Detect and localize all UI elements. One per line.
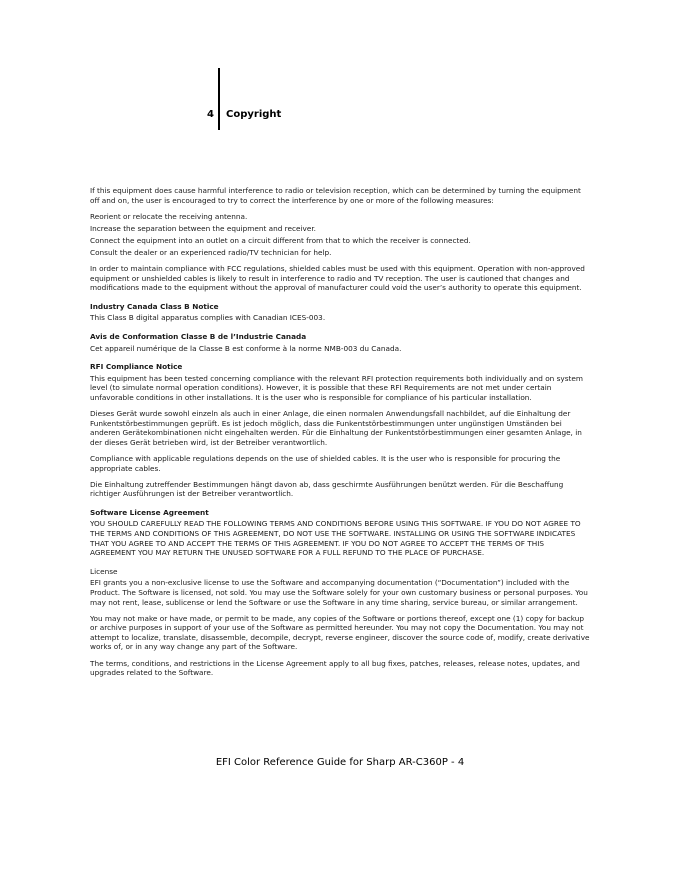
measure-item: Consult the dealer or an experienced radio/TV technician for help. bbox=[90, 247, 332, 257]
heading-industry-canada: Industry Canada Class B Notice bbox=[90, 301, 219, 311]
paragraph-software-warning: YOU SHOULD CAREFULLY READ THE FOLLOWING TERMS AND CONDITIONS BEFORE USING THIS SOFTWARE. IF YOU DO NOT AGREE TO THE TERMS AND CONDITIONS OF THIS AGREEMENT, DO NOT USE THE SOFTWARE. INSTALLING OR USING THE SOFTWARE INDICATES THAT YOU AGREE TO AND ACCEPT THE TERMS OF THIS AGREEMENT. IF YOU DO NOT AGREE TO ACCEPT THE TERMS OF THIS AGREEMENT YOU MAY RETURN THE UNUSED SOFTWARE FOR A FULL REFUND TO THE PLACE OF PURCHASE. bbox=[90, 519, 581, 558]
measure-item: Connect the equipment into an outlet on a circuit different from that to which the receiver is connected. bbox=[90, 235, 471, 245]
paragraph-rfi: This equipment has been tested concerning compliance with the relevant RFI protection requirements both individually and on system level (to simulate normal operation conditions). However, it is possible that these RFI Requirements are not met under certain unfavorable conditions in other installations. It is the user who is responsible for compliance of his particular installation. bbox=[90, 373, 583, 402]
chapter-title: Copyright bbox=[226, 109, 282, 120]
measure-item: Increase the separation between the equipment and receiver. bbox=[90, 223, 316, 233]
paragraph-fcc: In order to maintain compliance with FCC regulations, shielded cables must be used with this equipment. Operation with non-approved equipment or unshielded cables is likely to result in interference to radio and TV reception. The user is cautioned that changes and modifications made to the equipment without the approval of manufacturer could void the user’s authority to operate this equipment. bbox=[90, 264, 585, 293]
paragraph-terms-scope: The terms, conditions, and restrictions in the License Agreement apply to all bug fixes, patches, releases, release notes, updates, and upgrades related to the Software. bbox=[90, 658, 580, 678]
header-divider bbox=[218, 68, 220, 130]
paragraph-copy-restrictions: You may not make or have made, or permit to be made, any copies of the Software or portions thereof, except one (1) copy for backup or archive purposes in support of your use of the Software as permitted hereunder. You may not copy the Documentation. You may not attempt to localize, translate, disassemble, decompile, decrypt, reverse engineer, discover the source code of, modify, create derivative works of, or in any way change any part of the Software. bbox=[90, 613, 590, 652]
paragraph-rfi-german: Dieses Gerät wurde sowohl einzeln als auch in einer Anlage, die einen normalen Anwendungsfall nachbildet, auf die Einhaltung der Funkentstörbestimmungen geprüft. Es ist jedoch möglich, dass die Funkentstörbestimmungen unter ungünstigen Umständen bei anderen Gerätekombinationen nicht eingehalten werden. Für die Einhaltung der Funkentstörbestimmungen einer gesamten Anlage, in der dieses Gerät betrieben wird, ist der Betreiber verantwortlich. bbox=[90, 409, 582, 447]
heading-software-license: Software License Agreement bbox=[90, 507, 209, 517]
measure-item: Reorient or relocate the receiving antenna. bbox=[90, 211, 248, 221]
heading-rfi-compliance: RFI Compliance Notice bbox=[90, 362, 183, 372]
paragraph-shielded-cables: Compliance with applicable regulations depends on the use of shielded cables. It is the user who is responsible for procuring the appropriate cables. bbox=[90, 453, 561, 473]
heading-avis-conformation: Avis de Conformation Classe B de l’Industrie Canada bbox=[90, 332, 307, 342]
paragraph-license-grant: EFI grants you a non-exclusive license to use the Software and accompanying documentation (“Documentation”) included with the Product. The Software is licensed, not sold. You may use the Software solely for your own customary business or personal purposes. You may not rent, lease, sublicense or lend the Software or use the Software in any time sharing, service bureau, or similar arrangement. bbox=[90, 578, 588, 607]
paragraph-avis-conformation: Cet appareil numérique de la Classe B est conforme à la norme NMB-003 du Canada. bbox=[90, 343, 402, 353]
heading-license: License bbox=[90, 566, 118, 576]
paragraph-interference: If this equipment does cause harmful interference to radio or television reception, which can be determined by turning the equipment off and on, the user is encouraged to try to correct the interference by one or more of the following measures: bbox=[90, 186, 581, 205]
paragraph-industry-canada: This Class B digital apparatus complies with Canadian ICES-003. bbox=[90, 313, 326, 323]
paragraph-shielded-cables-german: Die Einhaltung zutreffender Bestimmungen hängt davon ab, dass geschirmte Ausführungen benützt werden. Für die Beschaffung richtiger Ausführungen ist der Betreiber verantwortlich. bbox=[90, 479, 564, 499]
page-number: 4 bbox=[207, 109, 214, 120]
document-body bbox=[90, 186, 590, 684]
page-footer: EFI Color Reference Guide for Sharp AR-C360P - 4 bbox=[215, 757, 465, 768]
